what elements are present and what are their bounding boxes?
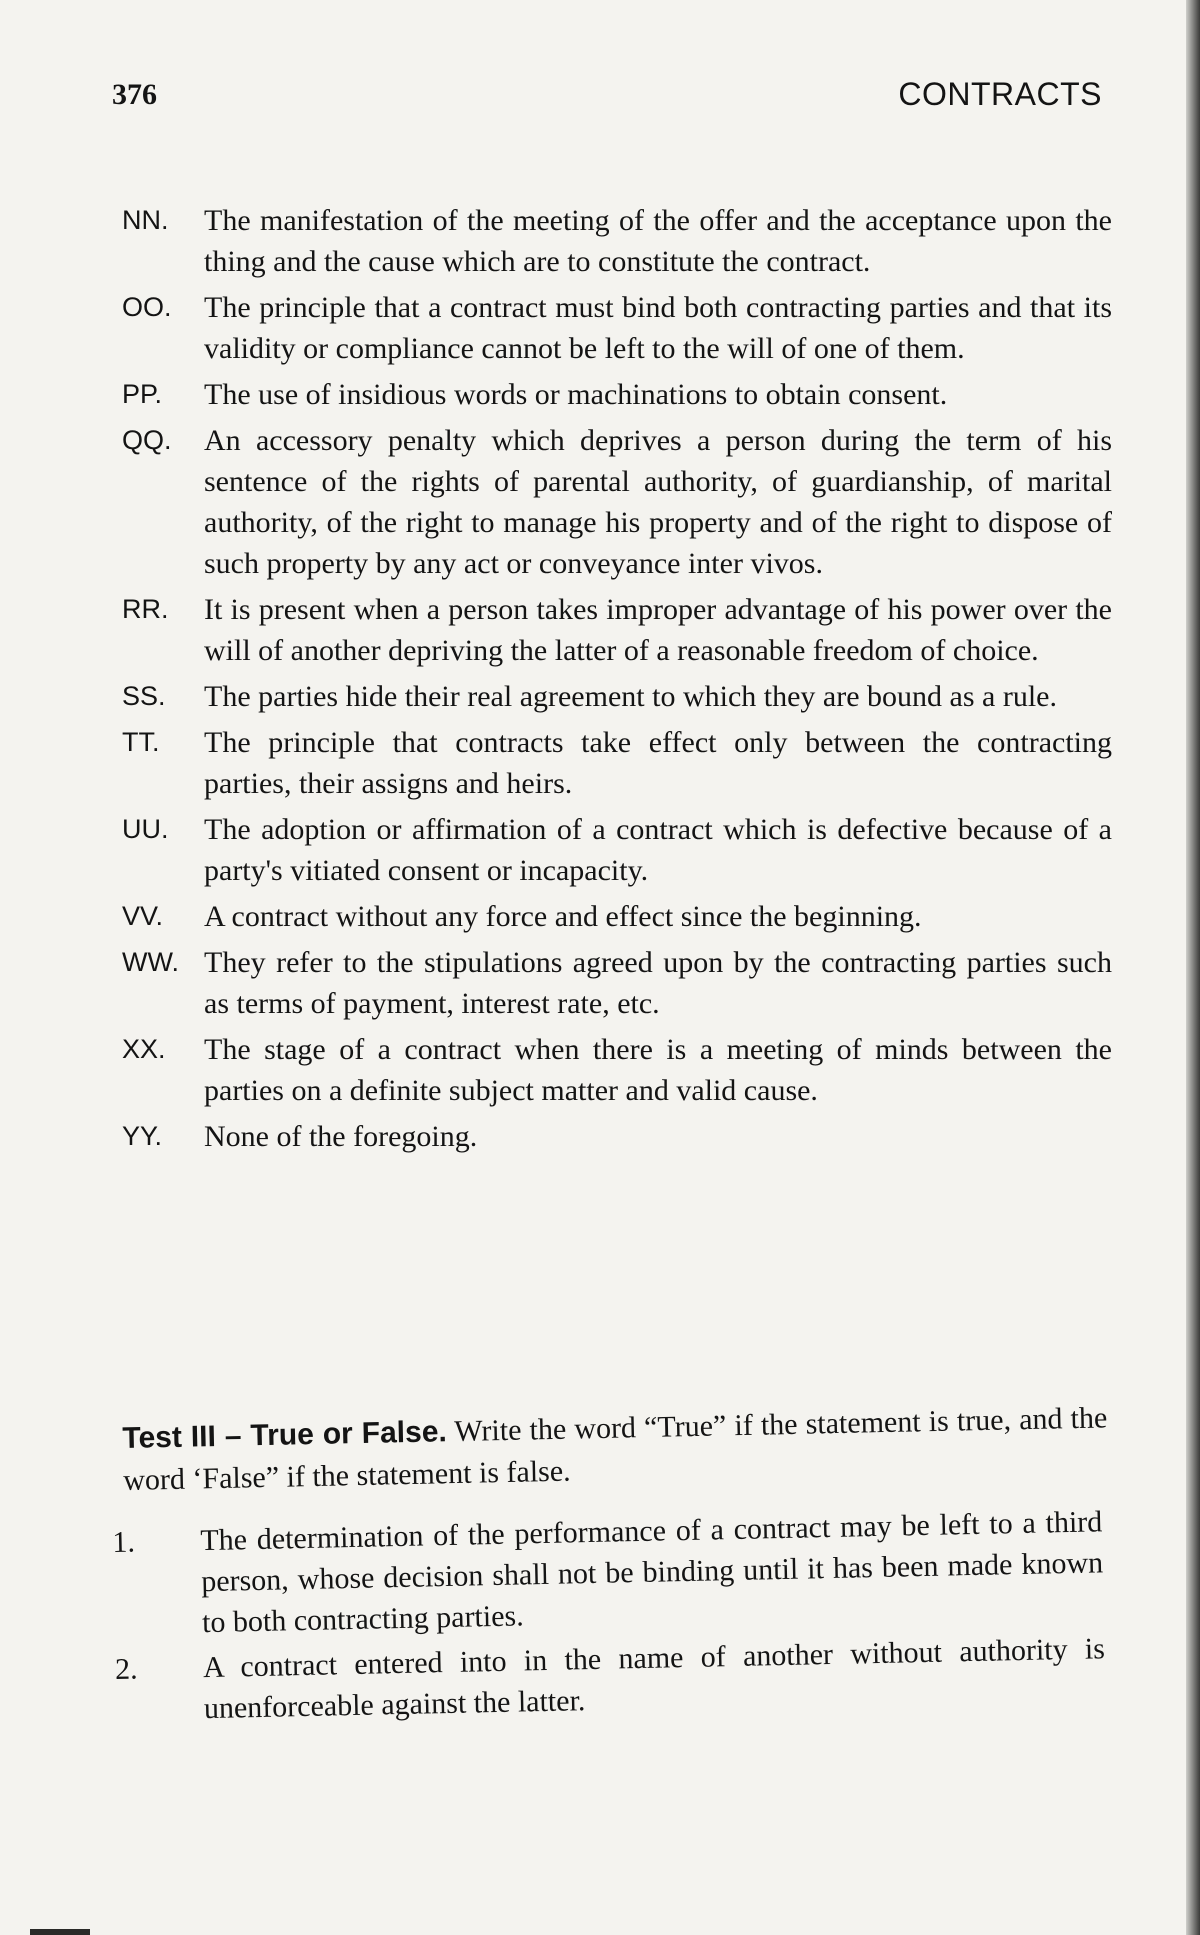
item-text: The stage of a contract when there is a meeting of minds between the parties on a definite subject matter and valid cause. xyxy=(204,1033,1112,1107)
list-item xyxy=(122,200,1112,282)
item-label: SS. xyxy=(122,681,166,711)
item-label: YY. xyxy=(122,1121,163,1151)
item-label: NN. xyxy=(122,205,169,235)
item-label: VV. xyxy=(122,901,164,931)
item-label: QQ. xyxy=(122,425,172,455)
item-text: None of the foregoing. xyxy=(204,1120,478,1153)
running-head: CONTRACTS xyxy=(898,76,1102,112)
list-item xyxy=(122,942,1112,1024)
item-text: It is present when a person takes improper advantage of his power over the will of another depriving the latter of a reasonable freedom of choice. xyxy=(204,593,1112,667)
item-text: A contract without any force and effect since the beginning. xyxy=(204,900,922,933)
item-text: The manifestation of the meeting of the offer and the acceptance upon the thing and the cause which are to constitute the contract. xyxy=(204,204,1112,278)
item-label: PP. xyxy=(122,379,163,409)
list-item xyxy=(122,420,1112,584)
list-item xyxy=(122,1029,1112,1111)
page-edge-shadow xyxy=(1186,0,1200,1935)
item-text: The parties hide their real agreement to which they are bound as a rule. xyxy=(204,680,1057,713)
list-item xyxy=(115,1628,1107,1731)
item-text: They refer to the stipulations agreed upon by the contracting parties such as terms of payment, interest rate, etc. xyxy=(204,946,1112,1020)
item-label: OO. xyxy=(122,292,172,322)
page-number: 376 xyxy=(112,78,157,111)
item-text: A contract entered into in the name of another without authority is unenforceable against the latter. xyxy=(202,1632,1106,1726)
item-label: XX. xyxy=(122,1034,166,1064)
test-three-title: Test III – True or False. xyxy=(122,1415,448,1455)
item-label: TT. xyxy=(122,727,160,757)
definitions-list xyxy=(122,200,1112,1162)
test-three-instructions: Write the word “True” if the statement is true, and the word ‘False” if the statement is false. xyxy=(122,1401,1108,1497)
item-text: An accessory penalty which deprives a person during the term of his sentence of the rights of parental authority, of guardianship, of marital authority, of the right to manage his property and of the right to dispose of such property by any act or conveyance inter vivos. xyxy=(204,424,1112,580)
item-label: WW. xyxy=(122,947,179,977)
list-item xyxy=(122,809,1112,891)
page-edge-mark xyxy=(30,1929,90,1935)
list-item xyxy=(112,1501,1104,1645)
item-text: The adoption or affirmation of a contract which is defective because of a party's vitiated consent or incapacity. xyxy=(204,813,1112,887)
list-item xyxy=(122,374,1112,415)
test-three-heading xyxy=(122,1397,1109,1502)
list-item xyxy=(122,287,1112,369)
list-item xyxy=(122,589,1112,671)
item-label: UU. xyxy=(122,814,169,844)
list-item xyxy=(122,1116,1112,1157)
item-number: 1. xyxy=(112,1525,136,1559)
item-number: 2. xyxy=(114,1652,138,1686)
list-item xyxy=(122,896,1112,937)
item-text: The use of insidious words or machinations to obtain consent. xyxy=(204,378,948,411)
item-text: The principle that a contract must bind both contracting parties and that its validity or compliance cannot be left to the will of one of them. xyxy=(204,291,1112,365)
item-label: RR. xyxy=(122,594,169,624)
list-item xyxy=(122,722,1112,804)
true-false-list xyxy=(112,1501,1106,1735)
list-item xyxy=(122,676,1112,717)
item-text: The principle that contracts take effect only between the contracting parties, their assigns and heirs. xyxy=(204,726,1112,800)
item-text: The determination of the performance of a contract may be left to a third person, whose decision shall not be binding until it has been made known to both contracting parties. xyxy=(200,1505,1104,1640)
